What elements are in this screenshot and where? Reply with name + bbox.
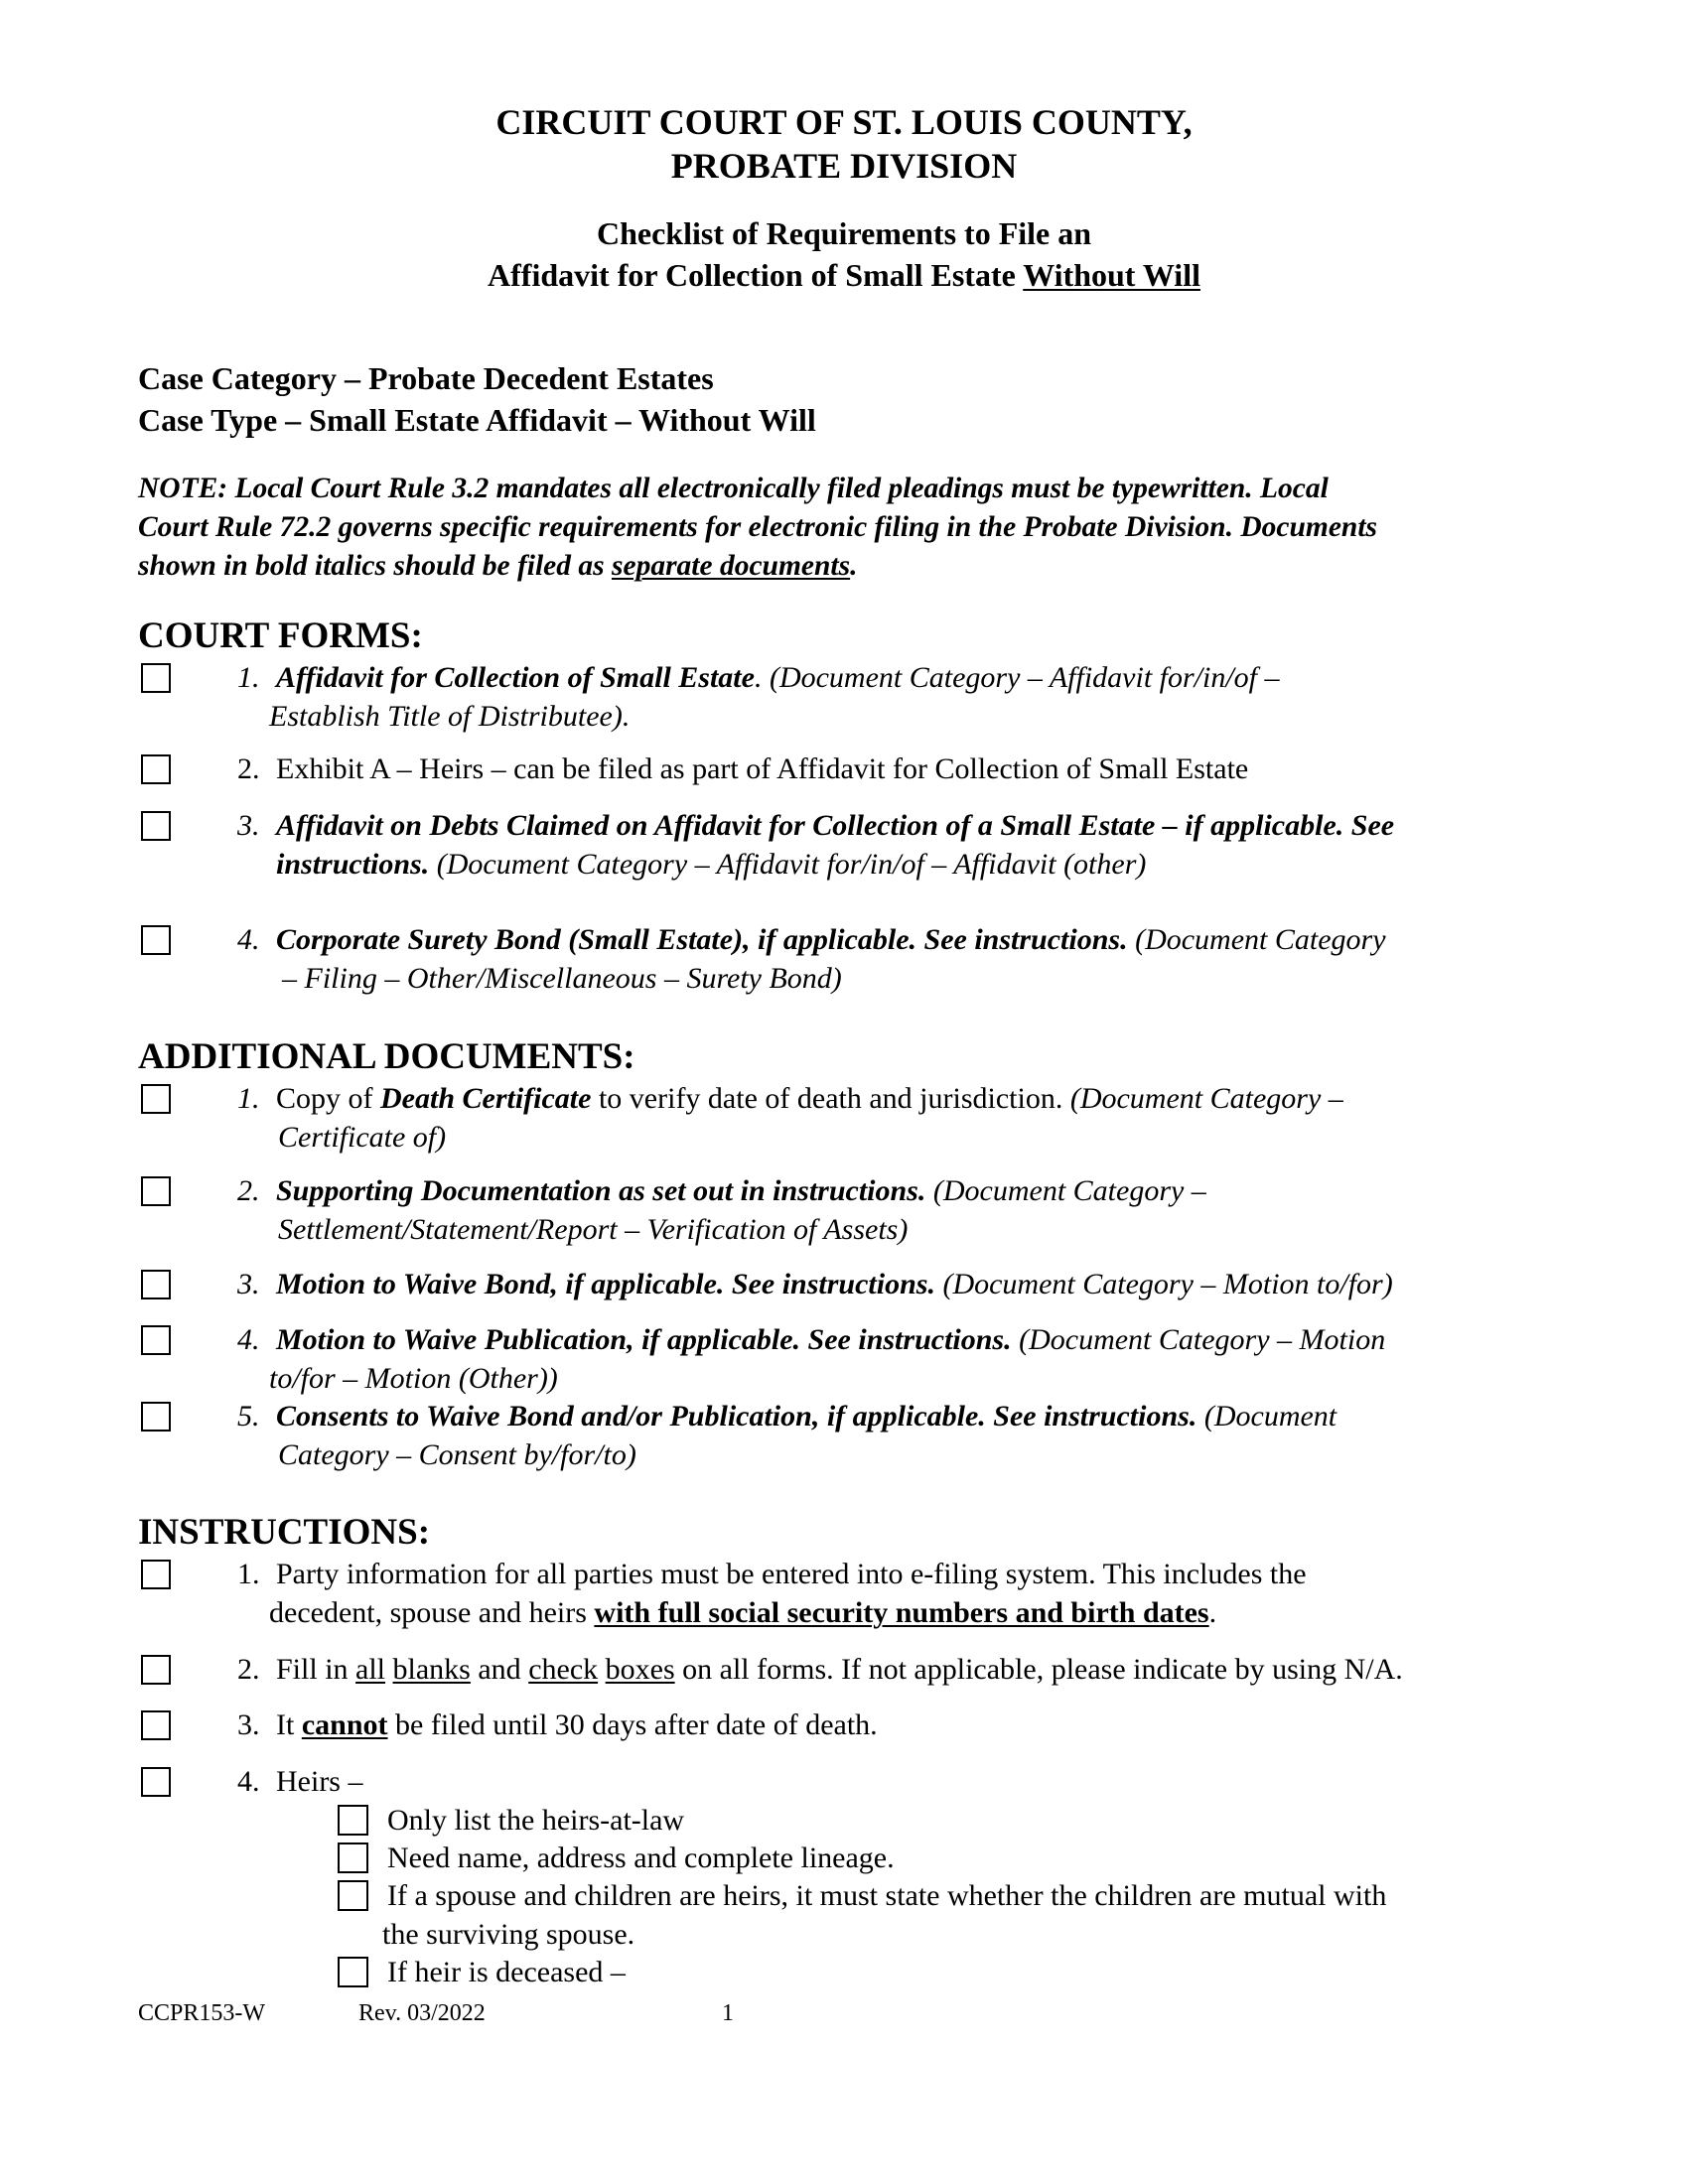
emphasis-boxes: boxes: [605, 1653, 675, 1686]
checkbox-instruction-3[interactable]: [141, 1710, 171, 1740]
additional-doc-4-title: Motion to Waive Publication, if applicable. See instructions.: [276, 1323, 1012, 1356]
item-number: 2.: [237, 1174, 260, 1207]
checkbox-court-form-1[interactable]: [141, 663, 171, 693]
court-form-1-line2: Establish Title of Distributee).: [269, 700, 631, 733]
heirs-subitem-3-line1: If a spouse and children are heirs, it must state whether the children are mutual with: [387, 1879, 1387, 1912]
checkbox-instruction-4[interactable]: [141, 1767, 171, 1797]
item-number: 5.: [237, 1400, 260, 1433]
checkbox-additional-doc-1[interactable]: [141, 1084, 171, 1114]
heirs-subitem-4: If heir is deceased –: [387, 1956, 626, 1988]
additional-doc-2-title: Supporting Documentation as set out in instructions.: [276, 1174, 926, 1207]
note-line3-prefix: shown in bold italics should be filed as: [138, 550, 612, 582]
court-form-3-category: (Document Category – Affidavit for/in/of – Affidavit (other): [429, 848, 1147, 881]
item-number: 1.: [237, 1082, 260, 1115]
additional-doc-1-description: to verify date of death and jurisdiction.: [591, 1082, 1063, 1115]
text-rest: on all forms. If not applicable, please indicate by using N/A.: [674, 1653, 1403, 1686]
checkbox-additional-doc-2[interactable]: [141, 1176, 171, 1206]
instruction-1-suffix: .: [1208, 1596, 1217, 1629]
instruction-1-prefix: decedent, spouse and heirs: [269, 1596, 595, 1629]
emphasis-check: check: [528, 1653, 599, 1686]
separate-documents-emphasis: separate documents: [612, 550, 851, 582]
checkbox-court-form-3[interactable]: [141, 811, 171, 841]
additional-doc-4-line2: to/for – Motion (Other)): [269, 1362, 558, 1395]
division-name: PROBATE DIVISION: [670, 146, 1018, 186]
item-number: 1.: [237, 1558, 260, 1590]
note-line3-suffix: .: [850, 550, 858, 582]
additional-doc-1-prefix: Copy of: [276, 1082, 380, 1115]
revision-date: Rev. 03/2022: [358, 2000, 486, 2026]
section-heading-instructions: INSTRUCTIONS:: [138, 1512, 431, 1553]
court-form-3-line1: Affidavit on Debts Claimed on Affidavit for Collection of a Small Estate – if applicable. See: [276, 809, 1395, 842]
item-number: 1.: [237, 661, 260, 694]
item-number: 3.: [237, 1268, 260, 1300]
item-number: 4.: [237, 1323, 260, 1356]
additional-doc-3-title: Motion to Waive Bond, if applicable. See instructions.: [276, 1268, 935, 1300]
additional-doc-2-category: (Document Category –: [925, 1174, 1206, 1207]
note-line2: Court Rule 72.2 governs specific requirements for electronic filing in the Probate Division. Documents: [138, 511, 1378, 543]
additional-doc-1-category: (Document Category –: [1062, 1082, 1343, 1115]
note-line1: NOTE: Local Court Rule 3.2 mandates all electronically filed pleadings must be typewritten. Local: [138, 473, 1329, 504]
additional-doc-3-category: (Document Category – Motion to/for): [934, 1268, 1393, 1300]
court-form-4-line2: – Filing – Other/Miscellaneous – Surety Bond): [282, 962, 842, 995]
cannot-emphasis: cannot: [301, 1708, 388, 1741]
checkbox-instruction-1[interactable]: [141, 1560, 171, 1589]
court-form-4-title: Corporate Surety Bond (Small Estate), if applicable. See instructions.: [276, 923, 1128, 956]
ssn-birthdate-emphasis: with full social security numbers and birth dates: [594, 1596, 1209, 1629]
text-fill-in: Fill in: [276, 1653, 356, 1686]
checkbox-additional-doc-3[interactable]: [141, 1270, 171, 1299]
text-and: and: [470, 1653, 529, 1686]
heirs-subitem-3-line2: the surviving spouse.: [382, 1918, 635, 1951]
case-type: Case Type – Small Estate Affidavit – Without Will: [138, 402, 816, 438]
text-rest: be filed until 30 days after date of death.: [387, 1708, 878, 1741]
item-number: 2.: [237, 752, 260, 785]
instruction-3-text: [276, 1706, 878, 1744]
instruction-1-line2: [269, 1594, 1216, 1632]
checkbox-heirs-subitem-3[interactable]: [338, 1880, 368, 1911]
additional-doc-4-line1: [276, 1321, 1385, 1359]
page-number: 1: [722, 2000, 734, 2026]
court-form-1-line1: [276, 659, 1280, 697]
checkbox-heirs-subitem-1[interactable]: [338, 1805, 368, 1836]
without-will-emphasis: Without Will: [1023, 257, 1200, 293]
section-heading-court-forms: COURT FORMS:: [138, 615, 423, 656]
checkbox-court-form-4[interactable]: [141, 925, 171, 955]
note-line3: [138, 547, 1548, 586]
court-form-4-category: (Document Category: [1127, 923, 1386, 956]
court-form-4-line1: [276, 921, 1386, 959]
checklist-title-line1: Checklist of Requirements to File an: [596, 215, 1092, 251]
item-number: 2.: [237, 1653, 260, 1686]
heirs-subitem-2: Need name, address and complete lineage.: [387, 1842, 895, 1874]
form-code: CCPR153-W: [138, 2000, 266, 2026]
additional-doc-1-line2: Certificate of): [278, 1121, 447, 1154]
instruction-2-text: [276, 1651, 1403, 1689]
heirs-subitem-1: Only list the heirs-at-law: [387, 1804, 685, 1837]
additional-doc-1-line1: [276, 1080, 1343, 1118]
court-name: CIRCUIT COURT OF ST. LOUIS COUNTY,: [495, 102, 1193, 142]
checkbox-heirs-subitem-4[interactable]: [338, 1957, 368, 1987]
checkbox-additional-doc-4[interactable]: [141, 1325, 171, 1355]
additional-doc-2-line1: [276, 1172, 1206, 1210]
additional-doc-5-line2: Category – Consent by/for/to): [278, 1438, 636, 1471]
item-number: 3.: [237, 1708, 260, 1741]
emphasis-blanks: blanks: [392, 1653, 471, 1686]
case-category: Case Category – Probate Decedent Estates: [138, 360, 714, 396]
court-form-2-text: Exhibit A – Heirs – can be filed as part of Affidavit for Collection of Small Estate: [276, 752, 1249, 785]
court-form-3-title-end: instructions.: [276, 848, 430, 881]
item-number: 4.: [237, 923, 260, 956]
checkbox-instruction-2[interactable]: [141, 1655, 171, 1685]
additional-doc-5-title: Consents to Waive Bond and/or Publication, if applicable. See instructions.: [276, 1400, 1197, 1433]
item-number: 3.: [237, 809, 260, 842]
court-form-1-category: . (Document Category – Affidavit for/in/of –: [754, 661, 1280, 694]
instruction-1-line1: Party information for all parties must be entered into e-filing system. This includes the: [276, 1558, 1307, 1590]
checklist-title-line2: [0, 254, 1688, 296]
additional-doc-1-title: Death Certificate: [380, 1082, 592, 1115]
additional-doc-3-line1: [276, 1266, 1393, 1303]
additional-doc-5-line1: [276, 1398, 1336, 1435]
additional-doc-4-category: (Document Category – Motion: [1011, 1323, 1386, 1356]
checklist-title-prefix: Affidavit for Collection of Small Estate: [488, 257, 1024, 293]
checkbox-court-form-2[interactable]: [141, 754, 171, 784]
instruction-4-text: Heirs –: [276, 1765, 363, 1798]
checkbox-additional-doc-5[interactable]: [141, 1402, 171, 1432]
additional-doc-5-category: (Document: [1196, 1400, 1337, 1433]
text-it: It: [276, 1708, 302, 1741]
checkbox-heirs-subitem-2[interactable]: [338, 1843, 368, 1873]
court-form-1-title: Affidavit for Collection of Small Estate: [276, 661, 755, 694]
section-heading-additional-documents: ADDITIONAL DOCUMENTS:: [138, 1036, 635, 1077]
emphasis-all: all: [355, 1653, 386, 1686]
court-form-3-line2: [276, 846, 1146, 884]
additional-doc-2-line2: Settlement/Statement/Report – Verification of Assets): [278, 1213, 909, 1246]
item-number: 4.: [237, 1765, 260, 1798]
